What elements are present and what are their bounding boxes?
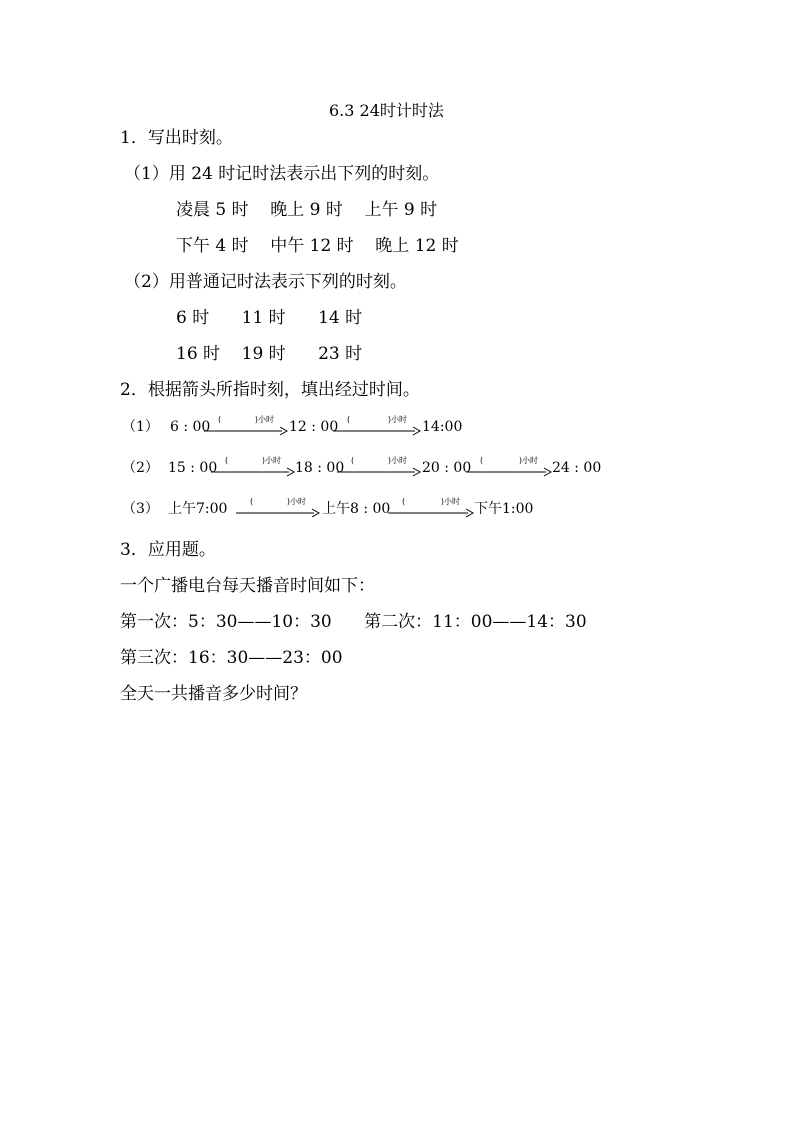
timeline-row-3-number: （3） — [122, 501, 159, 517]
question-3-text-4: 全天一共播音多少时间？ — [120, 684, 307, 704]
timeline-row-3 — [0, 494, 794, 524]
arrow-label-open: ( — [480, 456, 484, 465]
timeline-arrow — [337, 457, 421, 479]
timeline-row-2-time-1: 15 : 00 — [168, 460, 218, 476]
arrow-label-close: )小时 — [254, 415, 274, 424]
question-1-part-2-row-2: 16 时 19 时 23 时 — [176, 344, 363, 364]
timeline-row-3-time-2: 上午8 : 00 — [322, 501, 391, 517]
timeline-row-2-time-3: 20 : 00 — [422, 460, 472, 476]
arrow-label-open: ( — [351, 456, 355, 465]
page-title: 6.3 24时计时法 — [329, 101, 444, 120]
question-1-part-2-row-1: 6 时 11 时 14 时 — [176, 308, 363, 328]
arrow-icon — [388, 508, 474, 518]
timeline-row-2-time-4: 24 : 00 — [552, 460, 602, 476]
timeline-row-1 — [0, 412, 794, 442]
timeline-arrow — [211, 457, 295, 479]
arrow-label-open: ( — [218, 415, 222, 424]
arrow-icon — [236, 508, 320, 518]
arrow-label-open: ( — [402, 497, 406, 506]
arrow-label-close: )小时 — [387, 456, 407, 465]
timeline-row-1-time-1: 6 : 00 — [170, 419, 211, 435]
timeline-row-3-time-3: 下午1:00 — [474, 501, 534, 517]
arrow-label-close: )小时 — [518, 456, 538, 465]
question-1-part-1-label: （1）用 24 时记时法表示出下列的时刻。 — [124, 164, 440, 184]
timeline-row-1-number: （1） — [122, 419, 159, 435]
arrow-label-close: )小时 — [387, 415, 407, 424]
arrow-label-open: ( — [347, 415, 351, 424]
arrow-icon — [204, 426, 288, 436]
timeline-row-2 — [0, 453, 794, 483]
question-3-heading: 3．应用题。 — [120, 540, 216, 560]
question-2-heading: 2．根据箭头所指时刻，填出经过时间。 — [120, 380, 420, 400]
timeline-arrow — [236, 498, 320, 520]
arrow-icon — [466, 467, 552, 477]
question-3-text-2: 第一次：5：30——10：30 第二次：11：00——14：30 — [120, 612, 587, 632]
timeline-arrow — [388, 498, 474, 520]
arrow-icon — [333, 426, 421, 436]
arrow-label-open: ( — [225, 456, 229, 465]
question-1-heading: 1．写出时刻。 — [120, 128, 233, 148]
timeline-row-3-time-1: 上午7:00 — [168, 501, 228, 517]
question-3-text-3: 第三次：16：30——23：00 — [120, 648, 343, 668]
arrow-label-open: ( — [250, 497, 254, 506]
timeline-row-2-number: （2） — [122, 460, 159, 476]
arrow-label-close: )小时 — [286, 497, 306, 506]
timeline-row-2-time-2: 18 : 00 — [295, 460, 345, 476]
question-1-part-1-row-2: 下午 4 时 中午 12 时 晚上 12 时 — [176, 236, 459, 256]
question-1-part-2-label: （2）用普通记时法表示下列的时刻。 — [124, 272, 407, 292]
arrow-label-close: )小时 — [440, 497, 460, 506]
timeline-row-1-time-3: 14:00 — [422, 419, 463, 435]
timeline-row-1-time-2: 12 : 00 — [289, 419, 339, 435]
question-3-text-1: 一个广播电台每天播音时间如下： — [120, 576, 375, 596]
question-1-part-1-row-1: 凌晨 5 时 晚上 9 时 上午 9 时 — [176, 200, 438, 220]
arrow-icon — [337, 467, 421, 477]
arrow-icon — [211, 467, 295, 477]
timeline-arrow — [204, 416, 288, 438]
timeline-arrow — [333, 416, 421, 438]
timeline-arrow — [466, 457, 552, 479]
arrow-label-close: )小时 — [261, 456, 281, 465]
